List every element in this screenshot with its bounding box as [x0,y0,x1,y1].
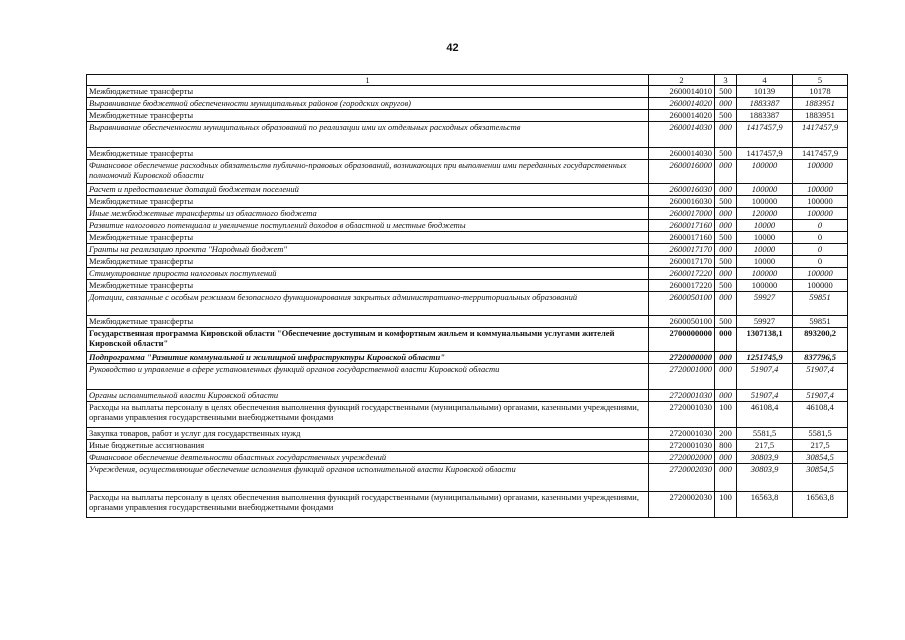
row-value-year1-cell: 59927 [737,316,793,328]
row-expense-type-cell: 800 [715,440,737,452]
row-expense-type-cell: 000 [715,292,737,316]
table-row [87,452,848,464]
row-name-cell: Расходы на выплаты персоналу в целях обеспечения выполнения функций государственными (муниципальными) органами, казенными учреждениями, органами управления государственными внебюджетными фондами [87,492,649,518]
table-row [87,110,848,122]
row-expense-type-cell: 000 [715,464,737,492]
row-name-cell: Межбюджетные трансферты [87,280,649,292]
row-expense-type-cell: 000 [715,208,737,220]
row-value-year2-cell: 1417457,9 [793,148,848,160]
table-row [87,208,848,220]
row-value-year2-cell: 100000 [793,160,848,184]
table-row [87,232,848,244]
row-name-cell: Закупка товаров, работ и услуг для государственных нужд [87,428,649,440]
table-header-row [87,75,848,86]
row-value-year1-cell: 30803,9 [737,452,793,464]
row-value-year2-cell: 0 [793,220,848,232]
row-value-year2-cell: 30854,5 [793,464,848,492]
row-expense-type-cell: 000 [715,390,737,402]
table-row [87,464,848,492]
row-value-year2-cell: 0 [793,244,848,256]
row-value-year2-cell: 100000 [793,208,848,220]
row-expense-type-cell: 000 [715,184,737,196]
table-row [87,268,848,280]
row-value-year1-cell: 30803,9 [737,464,793,492]
row-value-year2-cell: 59851 [793,316,848,328]
row-code-cell: 2600017170 [649,244,715,256]
row-expense-type-cell: 000 [715,160,737,184]
row-name-cell: Расходы на выплаты персоналу в целях обеспечения выполнения функций государственными (муниципальными) органами, казенными учреждениями, органами управления государственными внебюджетными фондами [87,402,649,428]
table-row [87,440,848,452]
row-value-year1-cell: 46108,4 [737,402,793,428]
table-row [87,184,848,196]
row-value-year2-cell: 46108,4 [793,402,848,428]
row-name-cell: Расчет и предоставление дотаций бюджетам поселений [87,184,649,196]
row-name-cell: Гранты на реализацию проекта "Народный бюджет" [87,244,649,256]
table-row [87,98,848,110]
row-code-cell: 2600017220 [649,268,715,280]
table-row [87,328,848,352]
row-code-cell: 2720001030 [649,390,715,402]
row-code-cell: 2600014010 [649,86,715,98]
row-value-year1-cell: 217,5 [737,440,793,452]
row-name-cell: Развитие налогового потенциала и увеличение поступлений доходов в областной и местные бюджеты [87,220,649,232]
row-expense-type-cell: 500 [715,86,737,98]
row-expense-type-cell: 500 [715,280,737,292]
row-code-cell: 2600014030 [649,148,715,160]
row-expense-type-cell: 000 [715,452,737,464]
row-name-cell: Межбюджетные трансферты [87,316,649,328]
row-name-cell: Иные бюджетные ассигнования [87,440,649,452]
row-value-year2-cell: 100000 [793,196,848,208]
row-name-cell: Государственная программа Кировской области "Обеспечение доступным и комфортным жильем и коммунальными услугами жителей Кировской области" [87,328,649,352]
row-code-cell: 2600014020 [649,110,715,122]
row-name-cell: Учреждения, осуществляющие обеспечение исполнения функций органов исполнительной власти Кировской области [87,464,649,492]
row-code-cell: 2600017220 [649,280,715,292]
row-code-cell: 2720002030 [649,464,715,492]
row-value-year2-cell: 5581,5 [793,428,848,440]
row-value-year1-cell: 59927 [737,292,793,316]
row-value-year1-cell: 100000 [737,160,793,184]
table-row [87,122,848,148]
row-name-cell: Выравнивание обеспеченности муниципальных образований по реализации ими их отдельных расходных обязательств [87,122,649,148]
row-value-year2-cell: 100000 [793,184,848,196]
header-col-1: 1 [87,75,649,86]
row-name-cell: Органы исполнительной власти Кировской области [87,390,649,402]
row-code-cell: 2720001030 [649,428,715,440]
row-value-year1-cell: 16563,8 [737,492,793,518]
row-code-cell: 2720002000 [649,452,715,464]
row-value-year1-cell: 120000 [737,208,793,220]
row-code-cell: 2720001030 [649,440,715,452]
row-code-cell: 2600017160 [649,220,715,232]
row-code-cell: 2720001030 [649,402,715,428]
row-name-cell: Дотации, связанные с особым режимом безопасного функционирования закрытых административно-территориальных образований [87,292,649,316]
row-expense-type-cell: 000 [715,98,737,110]
row-value-year2-cell: 100000 [793,268,848,280]
row-expense-type-cell: 100 [715,492,737,518]
row-code-cell: 2600017000 [649,208,715,220]
row-expense-type-cell: 500 [715,256,737,268]
table-row [87,428,848,440]
row-value-year2-cell: 0 [793,232,848,244]
table-row [87,86,848,98]
table-row [87,292,848,316]
table-row [87,160,848,184]
row-value-year1-cell: 100000 [737,196,793,208]
row-value-year1-cell: 10000 [737,232,793,244]
table-row [87,196,848,208]
row-expense-type-cell: 000 [715,244,737,256]
row-code-cell: 2720001000 [649,364,715,390]
row-value-year2-cell: 51907,4 [793,364,848,390]
row-value-year1-cell: 51907,4 [737,364,793,390]
budget-table [86,74,848,518]
row-code-cell: 2600016030 [649,196,715,208]
row-expense-type-cell: 500 [715,110,737,122]
row-code-cell: 2600017170 [649,256,715,268]
row-name-cell: Выравнивание бюджетной обеспеченности муниципальных районов (городских округов) [87,98,649,110]
row-code-cell: 2600017160 [649,232,715,244]
row-code-cell: 2700000000 [649,328,715,352]
row-name-cell: Финансовое обеспечение деятельности областных государственных учреждений [87,452,649,464]
row-expense-type-cell: 000 [715,352,737,364]
row-expense-type-cell: 100 [715,402,737,428]
row-expense-type-cell: 000 [715,364,737,390]
header-col-4: 4 [737,75,793,86]
table-row [87,244,848,256]
table-row [87,316,848,328]
row-value-year1-cell: 10000 [737,244,793,256]
row-value-year2-cell: 59851 [793,292,848,316]
row-value-year2-cell: 10178 [793,86,848,98]
row-value-year2-cell: 217,5 [793,440,848,452]
row-value-year1-cell: 1417457,9 [737,122,793,148]
row-code-cell: 2600050100 [649,292,715,316]
row-code-cell: 2720000000 [649,352,715,364]
row-value-year1-cell: 1417457,9 [737,148,793,160]
row-code-cell: 2600014020 [649,98,715,110]
row-expense-type-cell: 000 [715,220,737,232]
row-expense-type-cell: 000 [715,268,737,280]
row-expense-type-cell: 500 [715,196,737,208]
row-value-year2-cell: 51907,4 [793,390,848,402]
row-value-year1-cell: 10000 [737,220,793,232]
table-row [87,390,848,402]
row-value-year2-cell: 100000 [793,280,848,292]
row-expense-type-cell: 000 [715,122,737,148]
row-value-year2-cell: 1883951 [793,110,848,122]
table-row [87,148,848,160]
row-value-year1-cell: 100000 [737,268,793,280]
row-code-cell: 2720002030 [649,492,715,518]
row-value-year2-cell: 0 [793,256,848,268]
row-value-year1-cell: 1883387 [737,110,793,122]
row-code-cell: 2600016030 [649,184,715,196]
row-name-cell: Межбюджетные трансферты [87,110,649,122]
row-expense-type-cell: 200 [715,428,737,440]
row-value-year2-cell: 16563,8 [793,492,848,518]
row-value-year2-cell: 893200,2 [793,328,848,352]
table-body [87,86,848,518]
row-name-cell: Руководство и управление в сфере установленных функций органов государственной власти Кировской области [87,364,649,390]
table-row [87,402,848,428]
row-value-year1-cell: 10000 [737,256,793,268]
row-name-cell: Стимулирование прироста налоговых поступлений [87,268,649,280]
row-code-cell: 2600050100 [649,316,715,328]
row-name-cell: Межбюджетные трансферты [87,196,649,208]
row-value-year1-cell: 1251745,9 [737,352,793,364]
row-name-cell: Финансовое обеспечение расходных обязательств публично-правовых образований, возникающих при выполнении ими переданных государственных полномочий Кировской области [87,160,649,184]
header-col-5: 5 [793,75,848,86]
row-code-cell: 2600016000 [649,160,715,184]
row-value-year1-cell: 1307138,1 [737,328,793,352]
table-row [87,364,848,390]
row-expense-type-cell: 000 [715,328,737,352]
row-expense-type-cell: 500 [715,232,737,244]
row-name-cell: Межбюджетные трансферты [87,86,649,98]
row-code-cell: 2600014030 [649,122,715,148]
row-value-year1-cell: 100000 [737,280,793,292]
table-row [87,220,848,232]
row-value-year1-cell: 10139 [737,86,793,98]
table-row [87,352,848,364]
row-value-year2-cell: 1883951 [793,98,848,110]
page-number: 42 [446,42,459,54]
row-name-cell: Межбюджетные трансферты [87,256,649,268]
table-row [87,256,848,268]
row-value-year2-cell: 837796,5 [793,352,848,364]
table-row [87,280,848,292]
row-name-cell: Межбюджетные трансферты [87,232,649,244]
row-value-year2-cell: 1417457,9 [793,122,848,148]
row-value-year1-cell: 100000 [737,184,793,196]
row-value-year1-cell: 1883387 [737,98,793,110]
table-row [87,492,848,518]
row-value-year1-cell: 5581,5 [737,428,793,440]
row-name-cell: Подпрограмма "Развитие коммунальной и жилищной инфраструктуры Кировской области" [87,352,649,364]
row-value-year1-cell: 51907,4 [737,390,793,402]
row-expense-type-cell: 500 [715,316,737,328]
row-name-cell: Иные межбюджетные трансферты из областного бюджета [87,208,649,220]
header-col-2: 2 [649,75,715,86]
row-name-cell: Межбюджетные трансферты [87,148,649,160]
row-value-year2-cell: 30854,5 [793,452,848,464]
header-col-3: 3 [715,75,737,86]
row-expense-type-cell: 500 [715,148,737,160]
